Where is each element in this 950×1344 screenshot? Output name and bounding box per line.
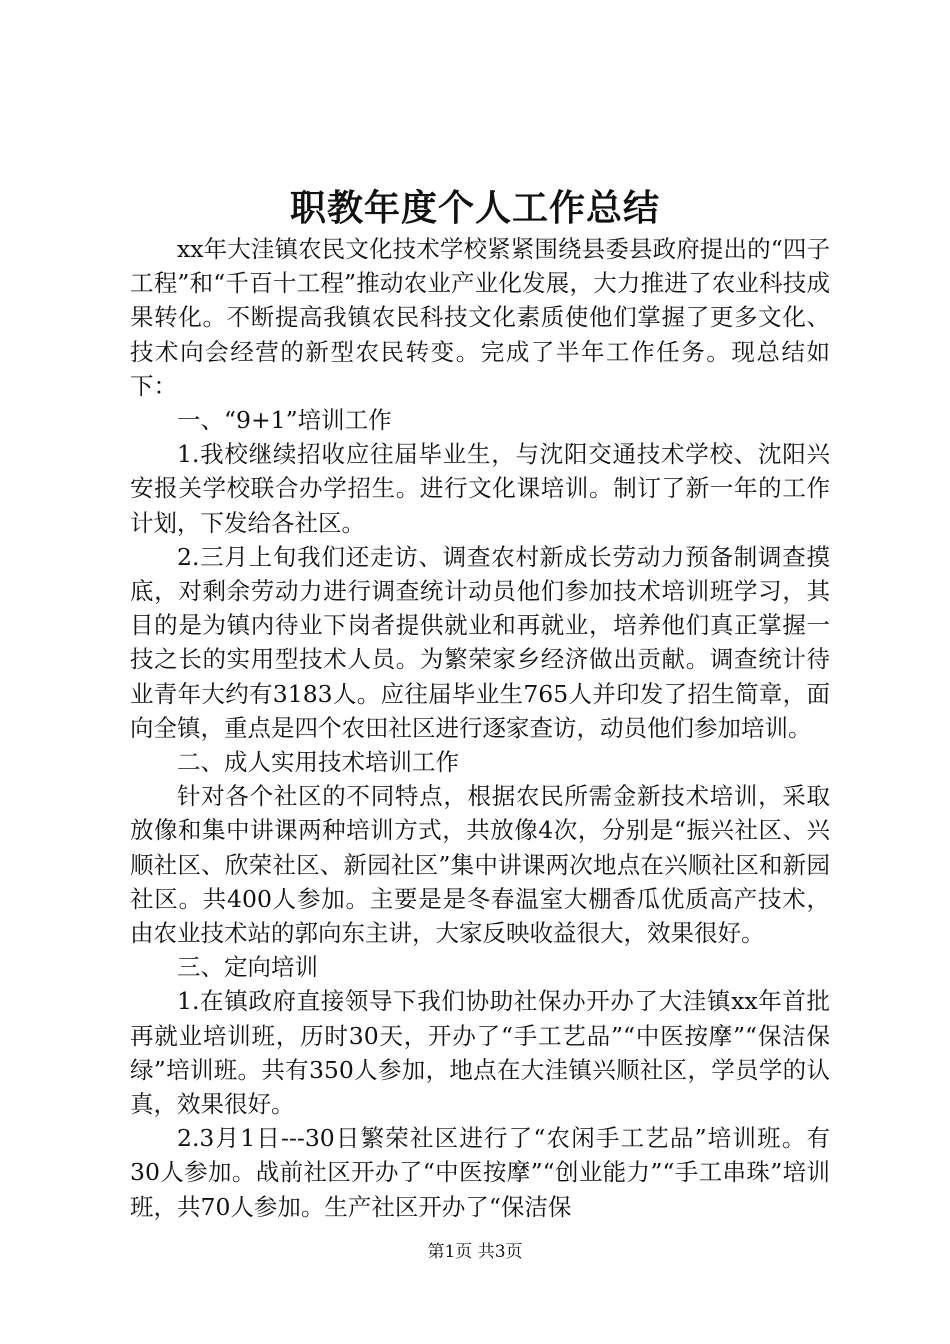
paragraph-2: 针对各个社区的不同特点，根据农民所需金新技术培训，采取放像和集中讲课两种培训方式，共放像4次，分别是“振兴社区、兴顺社区、欣荣社区、新园社区”集中讲课两次地点在兴顺社区和新园社区。共400人参加。主要是是冬春温室大棚香瓜优质高产技术，由农业技术站的郭向东主讲，大家反映收益很大，效果很好。 [130,782,830,948]
document-title: 职教年度个人工作总结 [289,187,660,229]
paragraph-3-2: 2.3月1日---30日繁荣社区进行了“农闲手工艺品”培训班。有30人参加。战前社区开办了“中医按摩”“创业能力”“手工串珠”培训班，共70人参加。生产社区开办了“保洁保 [130,1124,830,1221]
section-heading-3: 三、定向培训 [177,953,318,982]
paragraph-1-2: 2.三月上旬我们还走访、调查农村新成长劳动力预备制调查摸底，对剩余劳动力进行调查统计动员他们参加技术培训班学习，其目的是为镇内待业下岗者提供就业和再就业，培养他们真正掌握一技之长的实用型技术人员。为繁荣家乡经济做出贡献。调查统计待业青年大约有3183人。应往届毕业生765人并印发了招生简章，面向全镇，重点是四个农田社区进行逐家查访，动员他们参加培训。 [130,542,830,742]
section-heading-2: 二、成人实用技术培训工作 [177,748,459,777]
section-heading-1: 一、“9+1”培训工作 [177,406,392,435]
paragraph-intro: xx年大洼镇农民文化技术学校紧紧围绕县委县政府提出的“四子工程”和“千百十工程”推动农业产业化发展，大力推进了农业科技成果转化。不断提高我镇农民科技文化素质使他们掌握了更多文化、技术向会经营的新型农民转变。完成了半年工作任务。现总结如下： [130,235,830,400]
document-body [130,232,830,1224]
paragraph-3-1: 1.在镇政府直接领导下我们协助社保办开办了大洼镇xx年首批再就业培训班，历时30天，开办了“手工艺品”“中医按摩”“保洁保绿”培训班。共有350人参加，地点在大洼镇兴顺社区，学员学的认真，效果很好。 [130,987,830,1119]
paragraph-1-1: 1.我校继续招收应往届毕业生，与沈阳交通技术学校、沈阳兴安报关学校联合办学招生。进行文化课培训。制订了新一年的工作计划，下发给各社区。 [130,440,830,537]
page-number-footer: 第1页 共3页 [427,1242,523,1262]
